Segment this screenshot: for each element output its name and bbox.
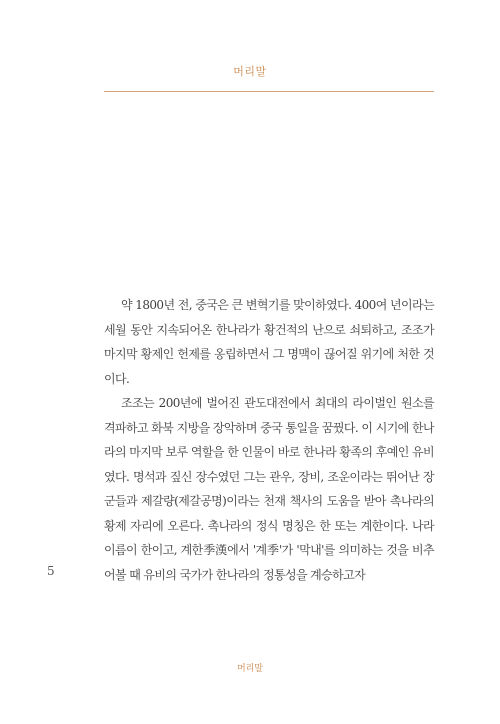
header-divider <box>104 91 434 92</box>
paragraph-2: 조조는 200년에 벌어진 관도대전에서 최대의 라이벌인 원소를 격파하고 화북 지방을 장악하며 중국 통일을 꿈꿨다. 이 시기에 한나라의 마지막 보루 역할을 한 인물이 바로 한나라 황족의 후예인 유비였다. 명석과 짚신 장수였던 그는 관우, 장비, 조운이라는 뛰어난 장군들과 제갈량(제갈공명)이라는 천재 책사의 도움을 받아 촉나라의 황제 자리에 오른다. 촉나라의 정식 명칭은 한 또는 계한이다. 나라 이름이 한이고, 계한季漢에서 '계季'가 '막내'를 의미하는 것을 비추어볼 때 유비의 국가가 한나라의 정통성을 계승하고자 <box>104 396 434 582</box>
running-footer-title: 머리말 <box>236 664 264 674</box>
paragraph-1: 약 1800년 전, 중국은 큰 변혁기를 맞이하였다. 400여 년이라는 세월 동안 지속되어온 한나라가 황건적의 난으로 쇠퇴하고, 조조가 마지막 황제인 헌제를 옹립하면서 그 명맥이 끊어질 위기에 처한 것이다. <box>104 298 434 386</box>
running-header-title: 머리말 <box>233 65 267 78</box>
page-number: 5 <box>47 564 55 578</box>
preface-body <box>104 293 434 587</box>
